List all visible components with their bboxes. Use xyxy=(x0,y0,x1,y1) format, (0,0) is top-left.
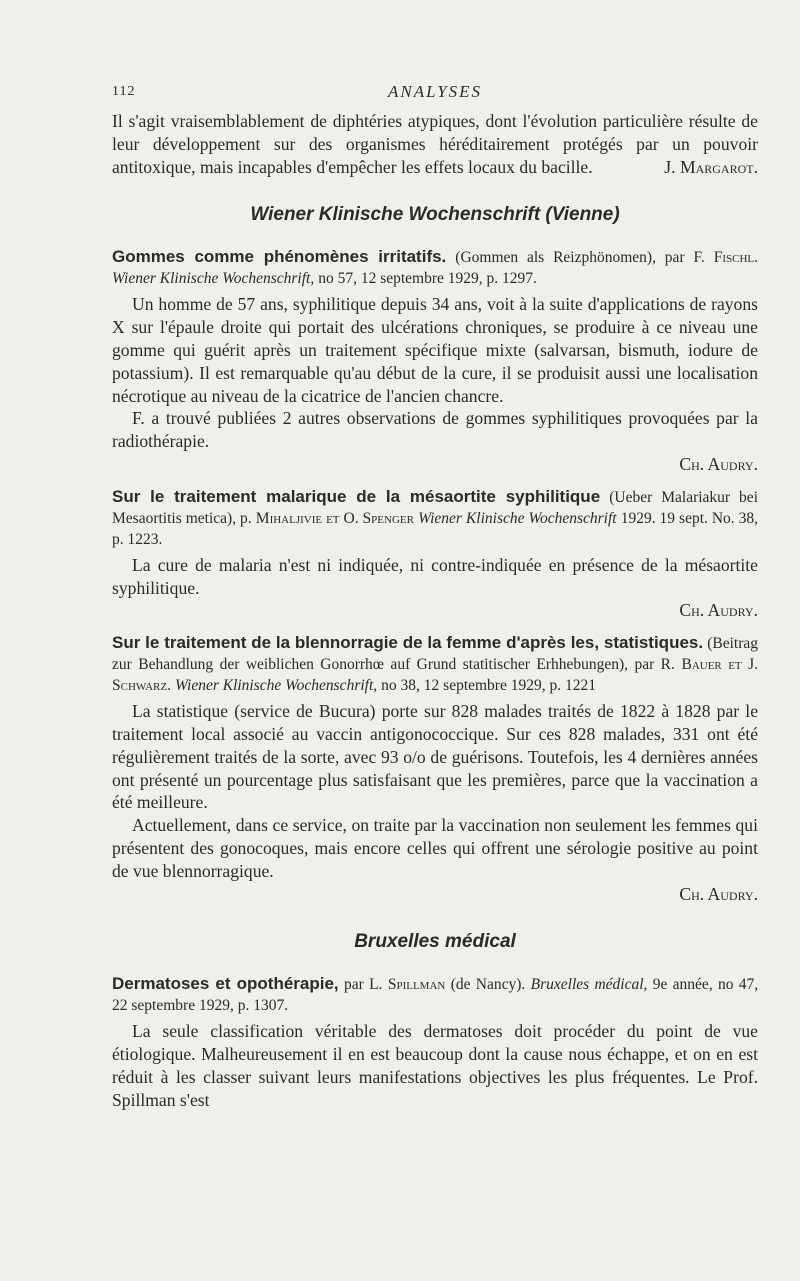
article-journal: Wiener Klinische Wochenschrift, xyxy=(112,270,315,288)
article-ref-details: no 57, 12 septembre 1929, p. 1297. xyxy=(318,270,537,288)
intro-paragraph xyxy=(112,110,758,178)
article-title: Gommes comme phénomènes irritatifs. xyxy=(112,247,447,267)
section-heading-wiener: Wiener Klinische Wochenschrift (Vienne) xyxy=(250,204,620,226)
article-header-blennorragie xyxy=(112,632,758,696)
article-title: Sur le traitement de la blennorragie de la femme d'après les, statistiques. xyxy=(112,633,704,653)
article-header-mesaortite xyxy=(112,486,758,550)
running-title: ANALYSES xyxy=(387,82,483,101)
article-paragraph: La statistique (service de Bucura) porte sur 828 malades traités de 1822 à 1828 par le traitement local associé au vaccin antigonococcique. Sur ces 828 malades, 331 ont été régulièrement traités de la sorte, avec 93 o/o de guérisons. Toutefois, les 4 dernières années ont présenté un pourcentage plus satisfaisant que les premières, parce que la vaccination a été meilleure. xyxy=(112,701,758,813)
article-header-gommes xyxy=(112,246,758,289)
article-paragraph: La cure de malaria n'est ni indiquée, ni contre-indiquée en présence de la mésaortite syphilitique. xyxy=(112,554,758,598)
article-ref: (Ueber Malariakur bei Mesaortitis metica), p. xyxy=(112,488,758,527)
article-ref-details: 9e année, no 47, 22 septembre 1929, p. 1307. xyxy=(112,976,759,1015)
article-ref-origin: (de Nancy). xyxy=(450,976,526,994)
intro-text: Il s'agit vraisemblablement de diphtéries atypiques, dont l'évolution particulière résulte de leur développement sur des organismes héréditairement protégés par un pouvoir antitoxique, mais incapables d'empêcher les effets locaux du bacille. xyxy=(112,111,758,177)
article-signature: Ch. Audry. xyxy=(679,453,758,474)
article-paragraph: La seule classification véritable des dermatoses doit procéder du point de vue étiologique. Malheureusement il en est beaucoup dont la cause nous échappe, et on en est réduit à les classer suivant leurs manifestations objectives les plus fréquentes. Le Prof. Spillman s'est xyxy=(112,1021,758,1110)
article-header-dermatoses xyxy=(112,973,758,1016)
section-heading-bruxelles: Bruxelles médical xyxy=(354,931,516,953)
article-ref: par L. xyxy=(344,976,383,994)
article-journal: Bruxelles médical, xyxy=(530,976,648,994)
intro-signature: J. Margarot. xyxy=(664,156,758,177)
article-author: Mihaljivie et O. Spenger xyxy=(255,509,414,527)
article-author: Spillman xyxy=(387,976,446,994)
article-journal: Wiener Klinische Wochenschrift xyxy=(418,509,617,527)
article-ref: (Gommen als Reizphönomen), par F. xyxy=(455,249,705,267)
article-signature: Ch. Audry. xyxy=(679,600,758,621)
article-title: Dermatoses et opothérapie, xyxy=(112,974,339,994)
article-journal: Wiener Klinische Wochenschrift, xyxy=(174,677,378,695)
running-header xyxy=(112,80,758,110)
article-ref: (Beitrag zur Behandlung der weiblichen Gonorrhœ auf Grund statitischer Erhhebungen), par R. xyxy=(112,635,759,674)
article-ref-details: 1929. 19 sept. No. 38, p. 1223. xyxy=(112,509,759,548)
article-paragraph: F. a trouvé publiées 2 autres observations de gommes syphilitiques provoquées par la radiothérapie. xyxy=(112,408,758,452)
article-title: Sur le traitement malarique de la mésaortite syphilitique xyxy=(112,486,601,506)
article-signature: Ch. Audry. xyxy=(679,883,758,904)
article-author: Fischl. xyxy=(713,249,759,267)
page xyxy=(112,80,758,1112)
page-number: 112 xyxy=(112,84,136,99)
article-paragraph: Actuellement, dans ce service, on traite par la vaccination non seulement les femmes qui présentent des gonocoques, mais encore celles qui offrent une sérologie positive au point de vue blennorragique. xyxy=(112,815,758,881)
article-ref-details: no 38, 12 septembre 1929, p. 1221 xyxy=(381,677,596,695)
article-paragraph: Un homme de 57 ans, syphilitique depuis 34 ans, voit à la suite d'applications de rayons X sur l'épaule droite qui portait des ulcérations chroniques, se produire à ce niveau une gomme qui guérit après un traitement spécifique mixte (salvarsan, bismuth, iodure de potassium). Il est remarquable qu'au début de la cure, il se produisit aussi une localisation nécrotique au niveau de la cicatrice de l'ancien chancre. xyxy=(112,294,758,406)
article-author: Bauer et J. Schwarz. xyxy=(112,656,759,695)
